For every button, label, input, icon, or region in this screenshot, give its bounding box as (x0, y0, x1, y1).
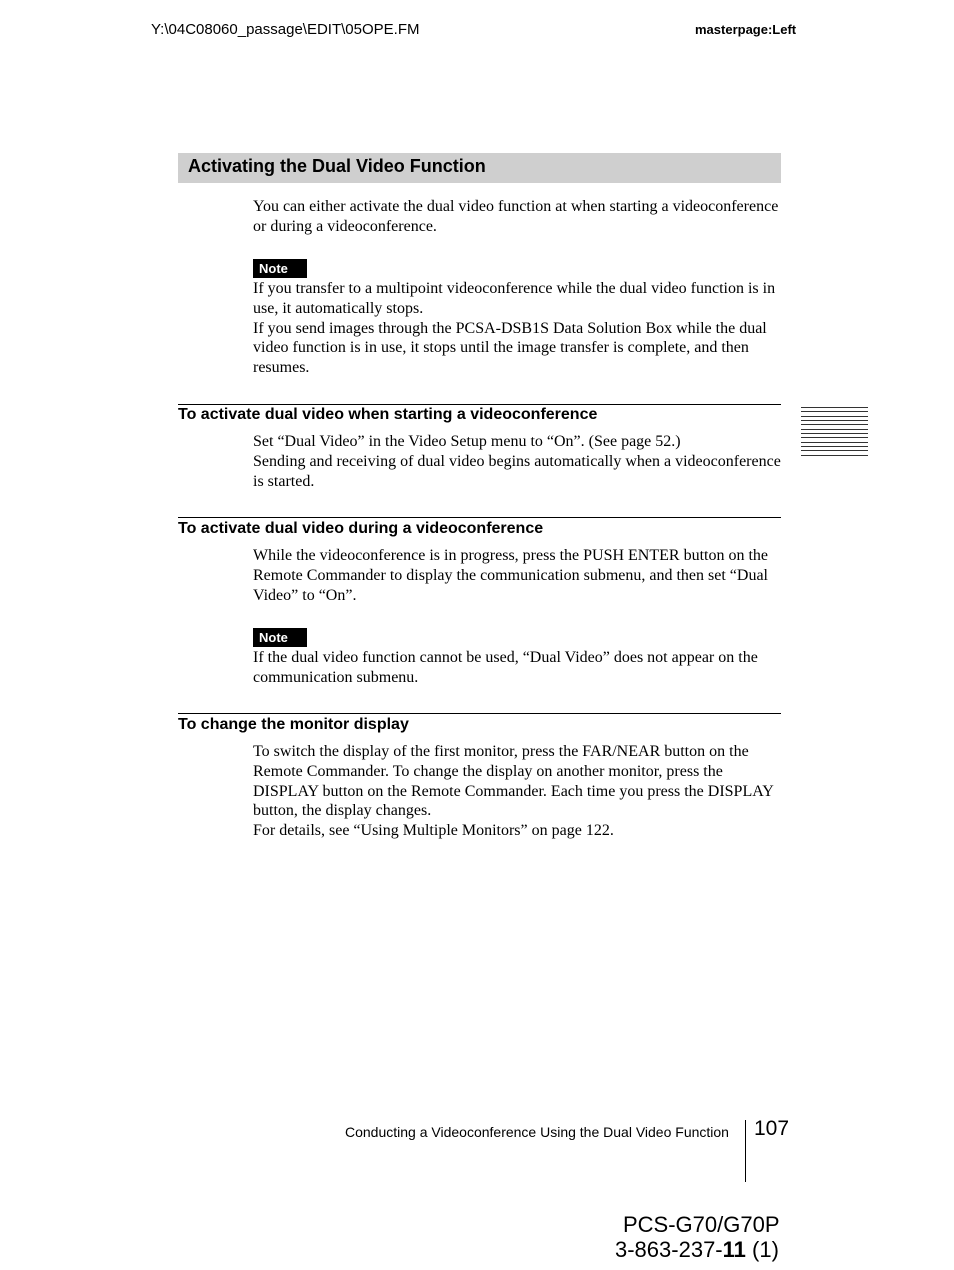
body-text: Sending and receiving of dual video begins automatically when a videoconference is started. (253, 452, 781, 490)
subsection-body (253, 432, 783, 491)
note-text: If the dual video function cannot be used, “Dual Video” does not appear on the communication submenu. (253, 649, 758, 686)
page-number: 107 (754, 1117, 790, 1140)
body-text: To switch the display of the first monitor, press the FAR/NEAR button on the Remote Commander. To change the display on another monitor, press the DISPLAY button on the Remote Commander. Each time you press the DISPLAY button, the display changes. (253, 743, 774, 820)
body-text: While the videoconference is in progress, press the PUSH ENTER button on the Remote Commander to display the communication submenu, and then set “Dual Video” to “On”. (253, 547, 768, 604)
subheading-rule (178, 713, 781, 714)
subsection-body (253, 546, 783, 605)
footer-divider (745, 1120, 746, 1182)
intro-text: You can either activate the dual video function at when starting a videoconference or during a videoconference. (253, 198, 779, 235)
note-badge: Note (253, 259, 307, 278)
note-text: If you send images through the PCSA-DSB1S Data Solution Box while the dual video function is in use, it stops until the image transfer is complete, and then resumes. (253, 319, 767, 377)
subheading-rule (178, 517, 781, 518)
model-number: PCS-G70/G70P (623, 1212, 780, 1237)
chapter-thumb-tab (801, 407, 868, 459)
subheading-during: To activate dual video during a videoconference (178, 520, 544, 537)
subheading-start: To activate dual video when starting a videoconference (178, 406, 598, 423)
document-code (615, 1237, 779, 1263)
intro-paragraph (253, 197, 783, 237)
body-text: For details, see “Using Multiple Monitors” on page 122. (253, 822, 614, 840)
code-prefix: 3-863-237- (615, 1237, 723, 1262)
subheading-monitor: To change the monitor display (178, 716, 409, 733)
footer-section-name: Conducting a Videoconference Using the Dual Video Function (345, 1124, 729, 1140)
code-suffix: (1) (745, 1237, 779, 1262)
header-file-path: Y:\04C08060_passage\EDIT\05OPE.FM (151, 21, 420, 38)
header-masterpage: masterpage:Left (695, 22, 797, 37)
note-text: If you transfer to a multipoint videoconference while the dual video function is in use, it automatically stops. (253, 280, 776, 317)
note-paragraph (253, 648, 783, 688)
subsection-body (253, 742, 783, 841)
subheading-rule (178, 404, 781, 405)
code-bold: 11 (722, 1237, 746, 1262)
note-paragraph (253, 279, 783, 378)
body-text: Set “Dual Video” in the Video Setup menu to “On”. (See page 52.) (253, 433, 681, 450)
note-badge: Note (253, 628, 307, 647)
section-title: Activating the Dual Video Function (188, 156, 486, 176)
